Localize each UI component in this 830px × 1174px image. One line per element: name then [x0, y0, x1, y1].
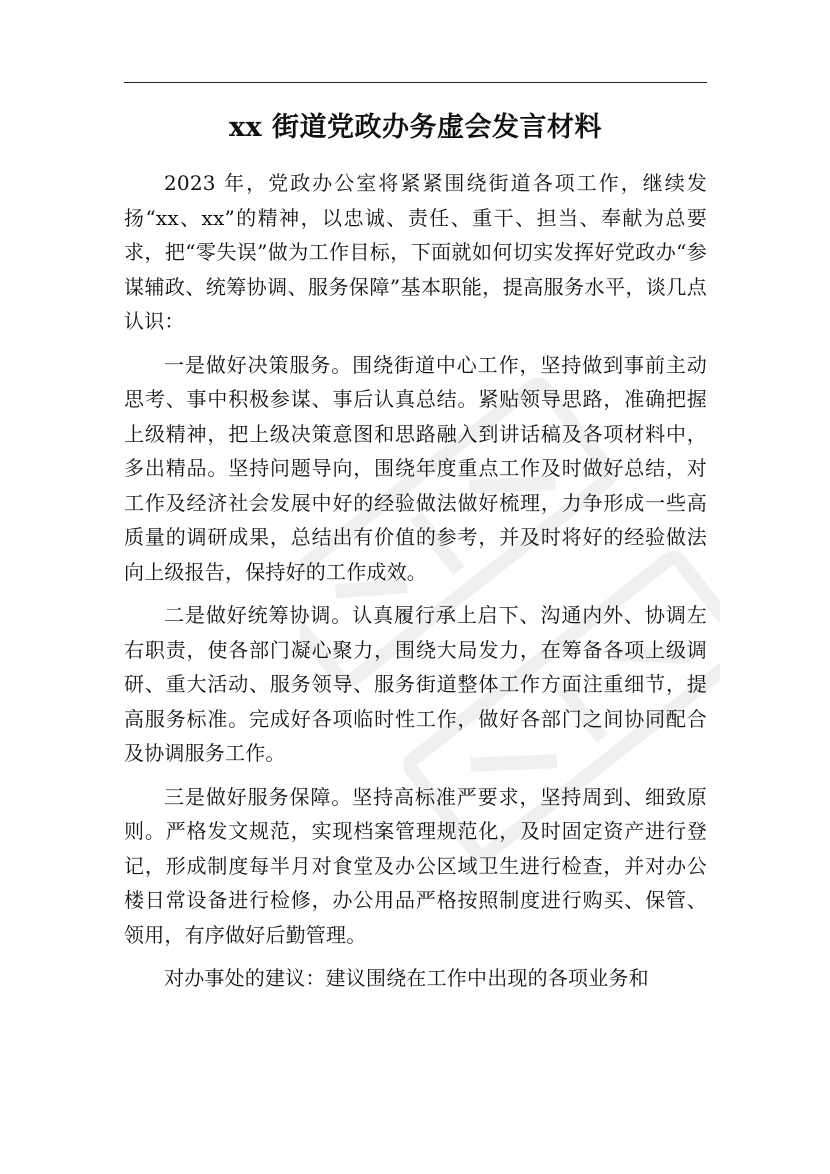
document-title: xx 街道党政办务虚会发言材料: [228, 112, 603, 143]
header-rule: [124, 82, 707, 83]
paragraph-suggestions: 对办事处的建议：建议围绕在工作中出现的各项业务和: [164, 966, 649, 990]
document-body: [124, 166, 707, 1005]
paragraph-decision-service: 一是做好决策服务。围绕街道中心工作，坚持做到事前主动思考、事中积极参谋、事后认真总结。紧贴领导思路，准确把握上级精神，把上级决策意图和思路融入到讲话稿及各项材料中，多出精品。坚持问题导向，围绕年度重点工作及时做好总结，对工作及经济社会发展中好的经验做法做好梳理，力争形成一些高质量的调研成果，总结出有价值的参考，并及时将好的经验做法向上级报告，保持好的工作成效。: [124, 352, 707, 584]
paragraph-coordination: 二是做好统筹协调。认真履行承上启下、沟通内外、协调左右职责，使各部门凝心聚力，围绕大局发力，在筹备各项上级调研、重大活动、服务领导、服务街道整体工作方面注重细节，提高服务标准。完成好各项临时性工作，做好各部门之间协同配合及协调服务工作。: [124, 603, 707, 765]
intro-paragraph: 2023 年，党政办公室将紧紧围绕街道各项工作，继续发扬“xx、xx”的精神，以忠诚、责任、重干、担当、奉献为总要求，把“零失误”做为工作目标，下面就如何切实发挥好党政办“参谋辅政、统筹协调、服务保障”基本职能，提高服务水平，谈几点认识：: [124, 171, 707, 333]
paragraph-service-support: 三是做好服务保障。坚持高标准严要求，坚持周到、细致原则。严格发文规范，实现档案管理规范化，及时固定资产进行登记，形成制度每半月对食堂及办公区域卫生进行检查，并对办公楼日常设备进行检修，办公用品严格按照制度进行购买、保管、领用，有序做好后勤管理。: [124, 784, 707, 947]
